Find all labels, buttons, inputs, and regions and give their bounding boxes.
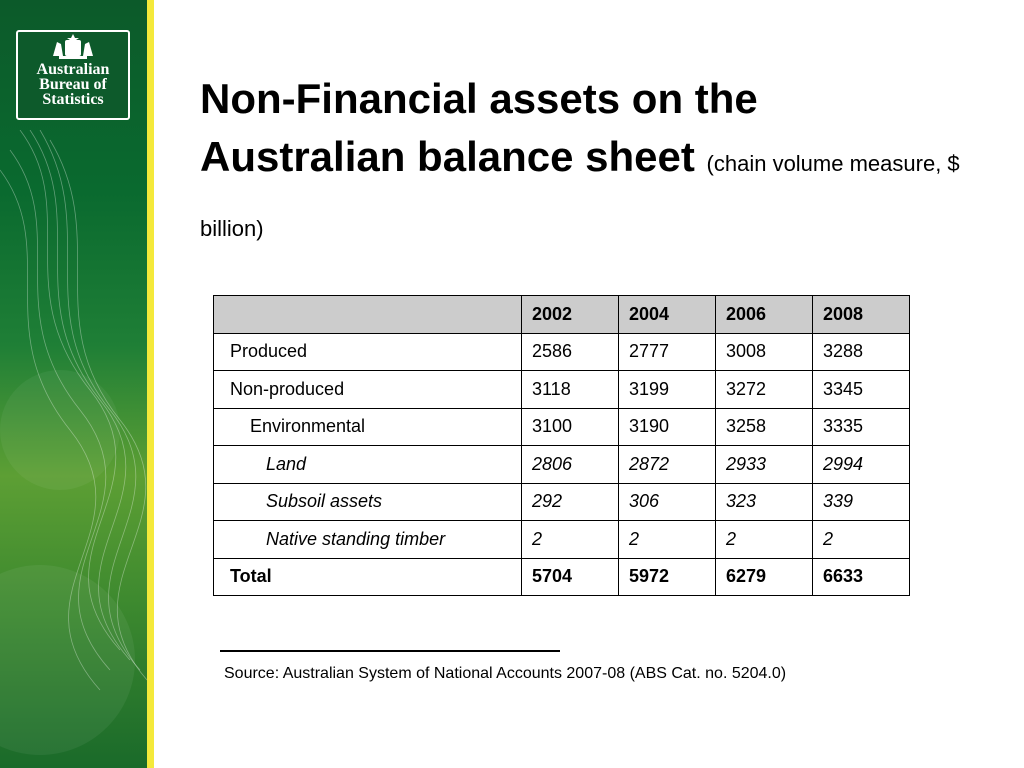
table-cell: 3272	[716, 371, 813, 409]
table-cell: 2586	[522, 333, 619, 371]
table-header-row	[214, 296, 910, 334]
table-cell: 306	[619, 483, 716, 521]
table-row	[214, 483, 910, 521]
row-label: Total	[214, 558, 522, 596]
table-cell: 3345	[813, 371, 910, 409]
table-cell: 3258	[716, 408, 813, 446]
table-cell: 5972	[619, 558, 716, 596]
decorative-waves	[0, 130, 147, 768]
table-cell: 2777	[619, 333, 716, 371]
table-row	[214, 333, 910, 371]
table-row	[214, 446, 910, 484]
white-stripe	[154, 0, 156, 768]
table-cell: 6279	[716, 558, 813, 596]
table-cell: 3199	[619, 371, 716, 409]
footnote-divider	[220, 650, 560, 652]
table-cell: 2933	[716, 446, 813, 484]
row-label: Land	[214, 446, 522, 484]
row-label: Subsoil assets	[214, 483, 522, 521]
table-cell: 3118	[522, 371, 619, 409]
table-row-total	[214, 558, 910, 596]
title-line-1: Non-Financial assets on the	[200, 75, 758, 122]
logo-line-2: Bureau of	[39, 76, 107, 93]
table-row	[214, 521, 910, 559]
row-label: Produced	[214, 333, 522, 371]
table-cell: 2	[522, 521, 619, 559]
source-footnote: Source: Australian System of National Accounts 2007-08 (ABS Cat. no. 5204.0)	[224, 665, 787, 682]
title-subtitle: (chain volume measure, $ billion)	[200, 151, 960, 241]
table-cell: 323	[716, 483, 813, 521]
table-cell: 3335	[813, 408, 910, 446]
coat-of-arms-icon	[43, 34, 103, 60]
header-cell-2008: 2008	[813, 296, 910, 334]
logo-line-1: Australian	[36, 61, 110, 78]
header-cell-2002: 2002	[522, 296, 619, 334]
logo-line-3: Statistics	[42, 91, 104, 108]
assets-table	[213, 295, 910, 596]
header-cell-2006: 2006	[716, 296, 813, 334]
row-label: Native standing timber	[214, 521, 522, 559]
table-cell: 3008	[716, 333, 813, 371]
table-row	[214, 371, 910, 409]
table-cell: 2994	[813, 446, 910, 484]
yellow-stripe	[147, 0, 154, 768]
header-cell-label	[214, 296, 522, 334]
table-cell: 2	[619, 521, 716, 559]
row-label: Non-produced	[214, 371, 522, 409]
table-cell: 3190	[619, 408, 716, 446]
title-line-2: Australian balance sheet	[200, 133, 695, 180]
title-line-2-wrap	[200, 128, 980, 258]
table-cell: 2872	[619, 446, 716, 484]
table-cell: 292	[522, 483, 619, 521]
sidebar-band	[0, 0, 147, 768]
table-cell: 6633	[813, 558, 910, 596]
table-row	[214, 408, 910, 446]
table-cell: 2	[716, 521, 813, 559]
table-cell: 3288	[813, 333, 910, 371]
slide-title	[200, 70, 980, 258]
table-cell: 5704	[522, 558, 619, 596]
header-cell-2004: 2004	[619, 296, 716, 334]
row-label: Environmental	[214, 408, 522, 446]
table-cell: 2	[813, 521, 910, 559]
table-cell: 3100	[522, 408, 619, 446]
table-cell: 339	[813, 483, 910, 521]
abs-logo	[16, 30, 130, 120]
table-cell: 2806	[522, 446, 619, 484]
